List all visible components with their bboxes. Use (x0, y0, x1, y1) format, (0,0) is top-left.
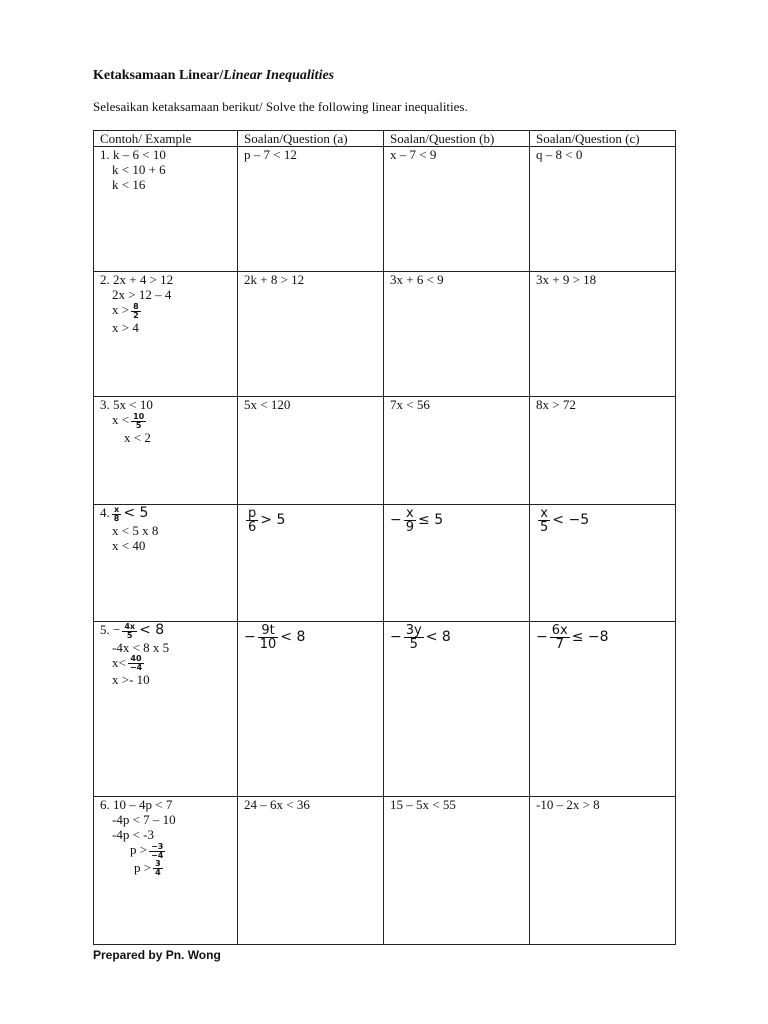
question-cell-3b: 7x < 56 (384, 397, 530, 505)
fraction-expression (536, 624, 609, 651)
example-line: x < 5 x 8 (112, 522, 159, 538)
example-line: x < 40 (112, 537, 146, 553)
instruction-text: Selesaikan ketaksamaan berikut/ Solve the following linear inequalities. (93, 99, 468, 114)
fraction-numerator: 9t (258, 624, 279, 638)
document-title (93, 68, 334, 84)
expr-prefix: − (536, 629, 548, 645)
example-line: 2x > 12 – 4 (112, 287, 172, 302)
example-line: 3. 5x < 10 (100, 397, 153, 412)
example-text: x > (112, 302, 130, 317)
fraction-denominator: 7 (555, 637, 564, 652)
fraction-numerator: 3y (405, 623, 422, 638)
example-cell-5 (94, 622, 238, 797)
expr-suffix: ≤ −8 (571, 629, 609, 645)
fraction-denominator: 6 (248, 520, 257, 535)
question-cell-5c (530, 622, 676, 797)
fraction-denominator: 5 (135, 420, 142, 430)
expr-suffix: < 8 (280, 629, 306, 645)
fraction-expression (244, 507, 285, 534)
example-line: -4p < -3 (112, 827, 154, 842)
question-cell-1c: q – 8 < 0 (530, 147, 676, 272)
example-line: -4p < 7 – 10 (112, 812, 176, 827)
header-row (94, 131, 676, 147)
example-line: k < 10 + 6 (112, 162, 166, 177)
example-line: x < 2 (124, 429, 151, 445)
example-text: p > (130, 842, 148, 857)
example-line (100, 860, 237, 878)
table-row (94, 147, 676, 272)
example-text: < 5 (123, 505, 149, 521)
question-cell-1a: p – 7 < 12 (238, 147, 384, 272)
example-cell-3 (94, 397, 238, 505)
footer-credit: Prepared by Pn. Wong (93, 948, 221, 962)
expr-suffix: < 8 (425, 629, 451, 645)
example-text: p > (134, 859, 152, 875)
example-text: 5. − (100, 622, 121, 637)
header-example: Contoh/ Example (94, 131, 238, 147)
example-line (100, 655, 237, 673)
example-cell-1 (94, 147, 238, 272)
fraction (131, 303, 141, 320)
fraction-denominator: 9 (405, 520, 415, 535)
fraction (122, 623, 137, 640)
question-cell-6c: -10 – 2x > 8 (530, 797, 676, 945)
fraction-numerator: p (246, 507, 258, 521)
fraction-denominator: 8 (113, 513, 120, 523)
fraction-numerator: 10 (133, 411, 145, 421)
fraction-denominator: −4 (151, 850, 164, 860)
question-cell-2a: 2k + 8 > 12 (238, 272, 384, 397)
title-italic: Linear Inequalities (223, 68, 335, 83)
example-text: 4. (100, 505, 110, 520)
header-question-c: Soalan/Question (c) (530, 131, 676, 147)
fraction (128, 655, 144, 672)
example-line (100, 622, 237, 640)
example-text: < 8 (139, 622, 165, 638)
example-line: 6. 10 – 4p < 7 (100, 797, 173, 812)
fraction-numerator: −3 (151, 841, 164, 851)
example-line (100, 842, 237, 860)
example-line (100, 412, 237, 430)
fraction-denominator: 5 (540, 520, 549, 535)
fraction-expression (390, 624, 451, 651)
title-main: Ketaksamaan Linear/ (93, 68, 224, 83)
fraction-numerator: x (112, 506, 122, 515)
example-cell-6 (94, 797, 238, 945)
fraction-numerator: x (404, 507, 416, 521)
header-question-a: Soalan/Question (a) (238, 131, 384, 147)
question-cell-5b (384, 622, 530, 797)
question-cell-3a: 5x < 120 (238, 397, 384, 505)
question-cell-6b: 15 – 5x < 55 (384, 797, 530, 945)
example-line: 2. 2x + 4 > 12 (100, 272, 174, 287)
table-row (94, 622, 676, 797)
example-line: 1. k – 6 < 10 (100, 147, 166, 162)
fraction-denominator: 4 (155, 868, 161, 878)
fraction (404, 507, 416, 534)
expr-suffix: ≤ 5 (418, 512, 444, 528)
example-text: x < (112, 412, 130, 427)
question-cell-4b (384, 505, 530, 622)
inequalities-table (93, 130, 676, 945)
fraction-numerator: 6x (551, 623, 568, 638)
example-cell-2 (94, 272, 238, 397)
expr-suffix: < −5 (552, 512, 590, 528)
question-cell-4c (530, 505, 676, 622)
expr-prefix: − (244, 629, 256, 645)
fraction-numerator: 3 (155, 859, 161, 869)
table-row (94, 797, 676, 945)
fraction-numerator: 4x (124, 621, 136, 631)
question-cell-2b: 3x + 6 < 9 (384, 272, 530, 397)
question-cell-3c: 8x > 72 (530, 397, 676, 505)
example-text: x< (112, 654, 126, 670)
fraction (258, 624, 279, 651)
expr-suffix: > 5 (260, 512, 286, 528)
expr-prefix: − (390, 512, 402, 528)
example-line: -4x < 8 x 5 (112, 639, 170, 655)
fraction (404, 624, 424, 651)
fraction-numerator: x (538, 507, 550, 521)
question-cell-5a (238, 622, 384, 797)
fraction-expression (390, 507, 443, 534)
fraction-denominator: 5 (409, 637, 418, 652)
fraction-numerator: 8 (133, 301, 139, 311)
fraction (149, 843, 165, 860)
question-cell-6a: 24 – 6x < 36 (238, 797, 384, 945)
fraction-denominator: 5 (126, 630, 133, 640)
example-line (100, 302, 237, 320)
table-row (94, 505, 676, 622)
fraction (153, 860, 163, 877)
fraction-denominator: 2 (133, 310, 139, 320)
fraction-expression (244, 624, 305, 651)
example-line (100, 505, 237, 523)
question-cell-1b: x – 7 < 9 (384, 147, 530, 272)
fraction (538, 507, 550, 534)
question-cell-4a (238, 505, 384, 622)
fraction-denominator: 10 (259, 637, 277, 652)
example-line: x > 4 (112, 319, 139, 335)
fraction (112, 506, 122, 523)
example-line: k < 16 (112, 177, 146, 192)
table-row (94, 397, 676, 505)
example-line: x >- 10 (112, 672, 150, 688)
fraction-expression (536, 507, 589, 534)
fraction-denominator: −4 (129, 663, 143, 673)
table-row (94, 272, 676, 397)
fraction (246, 507, 258, 534)
question-cell-2c: 3x + 9 > 18 (530, 272, 676, 397)
fraction (550, 624, 570, 651)
example-cell-4 (94, 505, 238, 622)
fraction-numerator: 40 (128, 655, 144, 664)
expr-prefix: − (390, 629, 402, 645)
header-question-b: Soalan/Question (b) (384, 131, 530, 147)
fraction (131, 413, 146, 430)
